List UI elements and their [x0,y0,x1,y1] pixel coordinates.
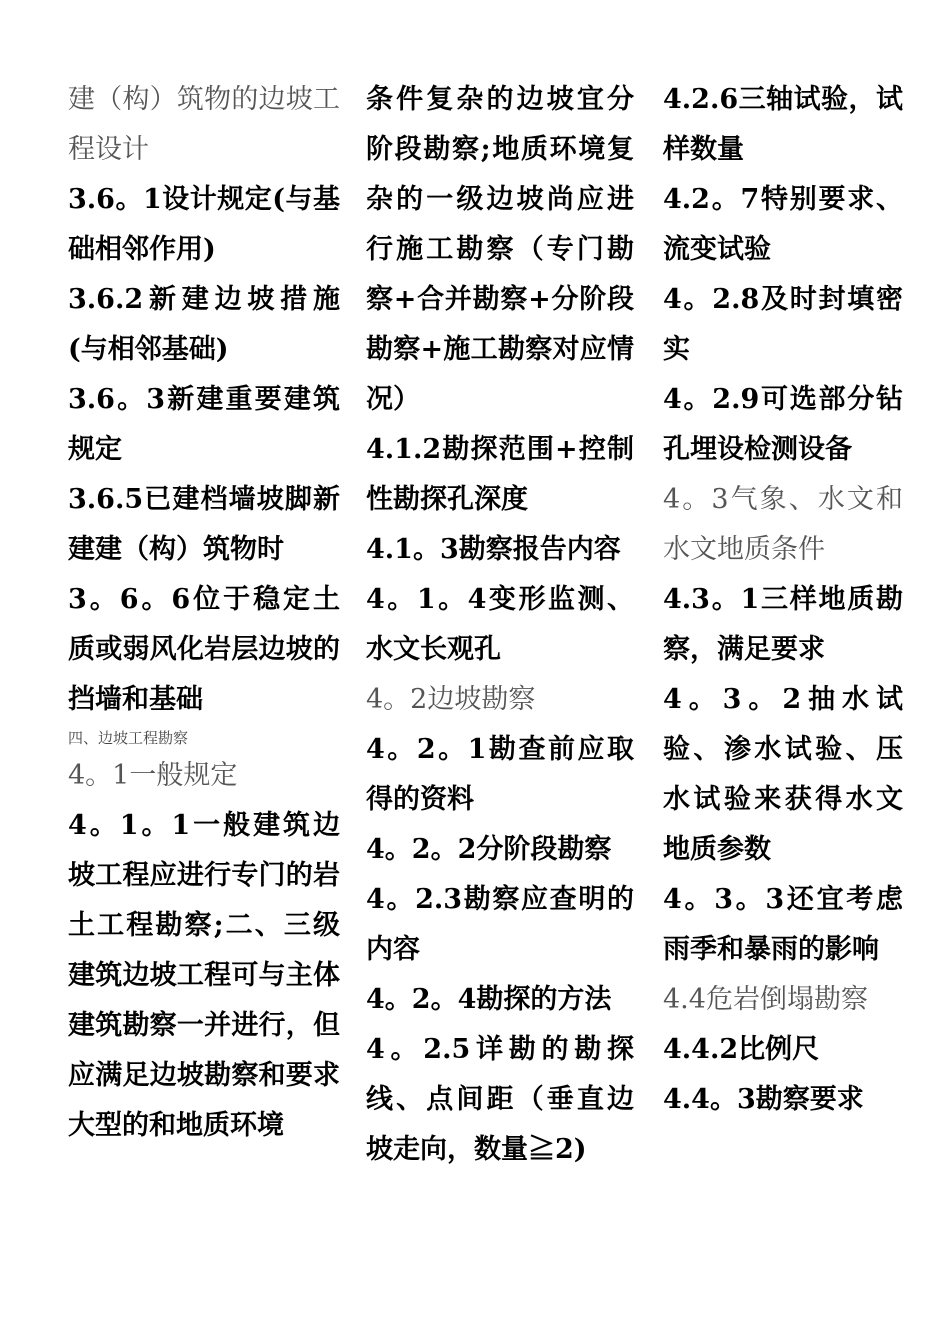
paragraph: 4.1.2勘探范围+控制性勘探孔深度 [366,434,634,515]
paragraph: 4。1。1一般建筑边坡工程应进行专门的岩土工程勘察;二、三级建筑边坡工程可与主体建筑勘察一并进行，但应满足边坡勘察和要求大型的和地质环境 [68,810,340,1141]
paragraph: 4.4.2比例尺 [663,1034,820,1065]
paragraph: 3。6。6位于稳定土质或弱风化岩层边坡的挡墙和基础 [68,584,340,715]
paragraph: 4。2.8及时封填密实 [663,284,903,365]
text-column-2 [366,75,634,1175]
paragraph: 4.2.6三轴试验，试样数量 [663,84,903,165]
paragraph: 4。3。3还宜考虑雨季和暴雨的影响 [663,884,903,965]
paragraph: 3.6.5已建档墙坡脚新建建（构）筑物时 [68,484,340,565]
subsection-heading: 4。3气象、水文和水文地质条件 [663,484,903,565]
paragraph: 4.2。7特别要求、流变试验 [663,184,903,265]
paragraph: 4。1。4变形监测、水文长观孔 [366,584,634,665]
paragraph: 3.6。1设计规定(与基础相邻作用) [68,184,340,265]
paragraph: 4。2。4勘探的方法 [366,984,612,1015]
paragraph: 4。2。1勘查前应取得的资料 [366,734,634,815]
paragraph: 3.6.2新建边坡措施(与相邻基础) [68,284,340,365]
paragraph: 建（构）筑物的边坡工程设计 [68,84,340,165]
paragraph: 3.6。3新建重要建筑规定 [68,384,340,465]
paragraph: 4。2.5详勘的勘探线、点间距（垂直边坡走向，数量≧2) [366,1034,634,1165]
paragraph: 4。3。2抽水试验、渗水试验、压水试验来获得水文地质参数 [663,684,903,865]
subsection-heading: 4.4危岩倒塌勘察 [663,984,868,1015]
subsection-heading: 4。2边坡勘察 [366,684,536,715]
text-column-1 [68,75,340,1151]
paragraph: 4。2。2分阶段勘察 [366,834,612,865]
paragraph: 4。2.3勘察应查明的内容 [366,884,634,965]
paragraph: 条件复杂的边坡宜分阶段勘察;地质环境复杂的一级边坡尚应进行施工勘察（专门勘察+合并勘察+分阶段勘察+施工勘察对应情况） [366,84,634,415]
paragraph: 4.1。3勘察报告内容 [366,534,621,565]
section-heading: 四、边坡工程勘察 [68,729,189,747]
subsection-heading: 4。1一般规定 [68,760,238,791]
paragraph: 4.3。1三样地质勘察，满足要求 [663,584,903,665]
paragraph: 4.4。3勘察要求 [663,1084,864,1115]
text-column-3 [663,75,903,1125]
paragraph: 4。2.9可选部分钻孔埋设检测设备 [663,384,903,465]
